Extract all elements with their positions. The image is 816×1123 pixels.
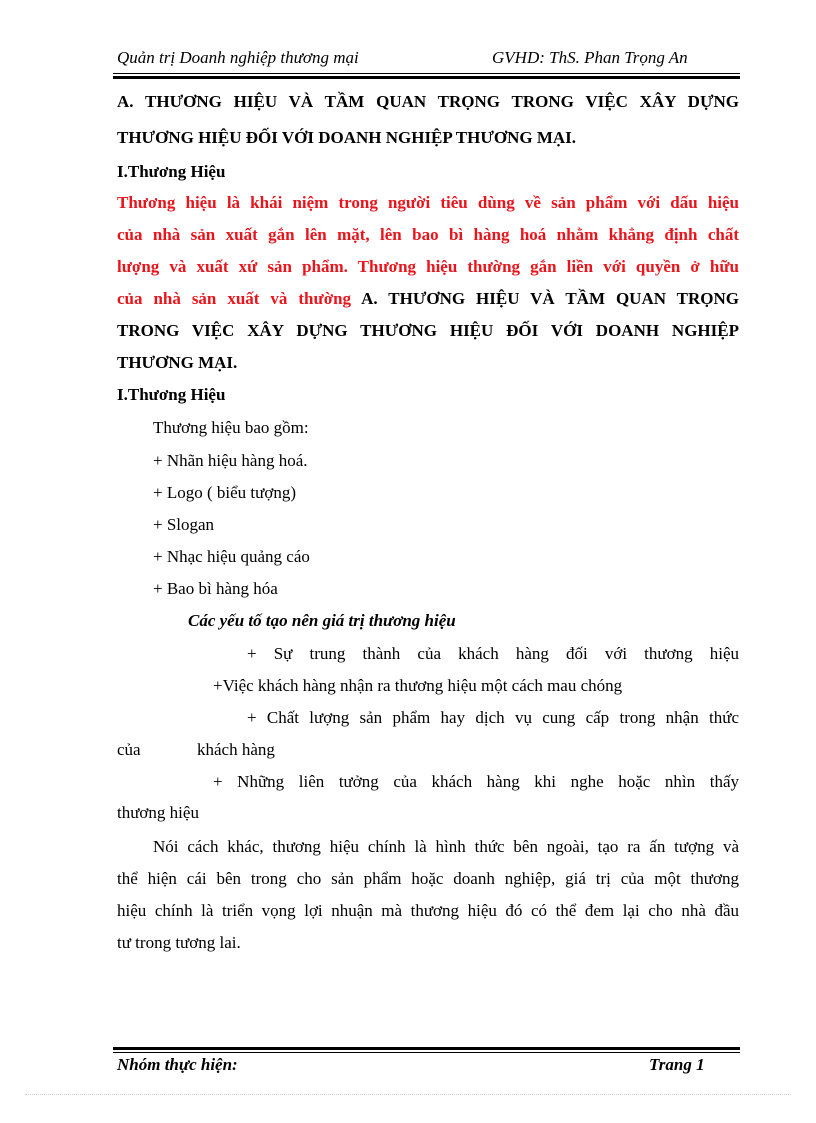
closing-line4: tư trong tương lai. (117, 933, 241, 952)
header-instructor: GVHD: ThS. Phan Trọng An (492, 48, 688, 67)
list-item: + Nhạc hiệu quảng cáo (153, 547, 310, 566)
factor-4-line2: thương hiệu (117, 803, 199, 822)
red-paragraph-line3: lượng và xuất xứ sản phẩm. Thương hiệu thường gắn liền với quyền ở hữu (117, 257, 739, 276)
header-course-title: Quản trị Doanh nghiệp thương mại (117, 48, 359, 67)
page-header (117, 48, 737, 72)
section-heading-a-line1: A. THƯƠNG HIỆU VÀ TẦM QUAN TRỌNG TRONG VIỆC XÂY DỰNG (117, 92, 739, 111)
repeated-heading-line2: TRONG VIỆC XÂY DỰNG THƯƠNG HIỆU ĐỐI VỚI DOANH NGHIỆP (117, 321, 739, 340)
footer-rule-thick (113, 1047, 740, 1050)
factor-3-line1: + Chất lượng sản phẩm hay dịch vụ cung cấp trong nhận thức (247, 708, 739, 727)
factor-1: + Sự trung thành của khách hàng đối với thương hiệu (247, 644, 739, 663)
factor-2: +Việc khách hàng nhận ra thương hiệu một cách mau chóng (213, 676, 623, 695)
closing-line3: hiệu chính là triển vọng lợi nhuận mà thương hiệu đó có thể đem lại cho nhà đầu (117, 901, 739, 920)
list-item: + Nhãn hiệu hàng hoá. (153, 451, 308, 470)
list-item: + Bao bì hàng hóa (153, 579, 278, 598)
red-paragraph-line2: của nhà sản xuất gắn lên mặt, lên bao bì hàng hoá nhằm khẳng định chất (117, 225, 739, 244)
subheading-thuong-hieu-1: I.Thương Hiệu (117, 162, 226, 181)
footer-rule-thin (113, 1052, 740, 1053)
closing-line1: Nói cách khác, thương hiệu chính là hình thức bên ngoài, tạo ra ấn tượng và (153, 837, 739, 856)
factor-3-word: của (117, 740, 141, 759)
includes-intro: Thương hiệu bao gồm: (153, 418, 309, 437)
repeated-heading-line3: THƯƠNG MẠI. (117, 353, 238, 372)
red-paragraph-line4-black: A. THƯƠNG HIỆU VÀ TẦM QUAN TRỌNG (361, 289, 739, 308)
subheading-thuong-hieu-2: I.Thương Hiệu (117, 385, 226, 404)
factor-3-line2 (117, 740, 739, 760)
factor-4-line1: + Những liên tưởng của khách hàng khi nghe hoặc nhìn thấy (213, 772, 739, 791)
red-paragraph-line4-red: của nhà sản xuất và thường (117, 289, 362, 308)
closing-line2: thể hiện cái bên trong cho sản phẩm hoặc doanh nghiệp, giá trị của một thương (117, 869, 739, 888)
list-item: + Slogan (153, 515, 215, 534)
header-rule-thick (113, 76, 740, 79)
red-paragraph-line4 (117, 289, 739, 309)
list-item: + Logo ( biểu tượng) (153, 483, 296, 502)
section-heading-a-line2: THƯƠNG HIỆU ĐỐI VỚI DOANH NGHIỆP THƯƠNG MẠI. (117, 128, 577, 147)
factors-title: Các yếu tố tạo nên giá trị thương hiệu (188, 611, 456, 630)
page-bottom-dotted-line (25, 1094, 791, 1095)
footer-group-label: Nhóm thực hiện: (117, 1055, 238, 1074)
header-rule-thin (113, 73, 740, 74)
footer-page-number: Trang 1 (649, 1055, 705, 1074)
red-paragraph-line1: Thương hiệu là khái niệm trong người tiêu dùng về sản phẩm với dấu hiệu (117, 193, 739, 212)
factor-3-rest: khách hàng (197, 740, 275, 759)
